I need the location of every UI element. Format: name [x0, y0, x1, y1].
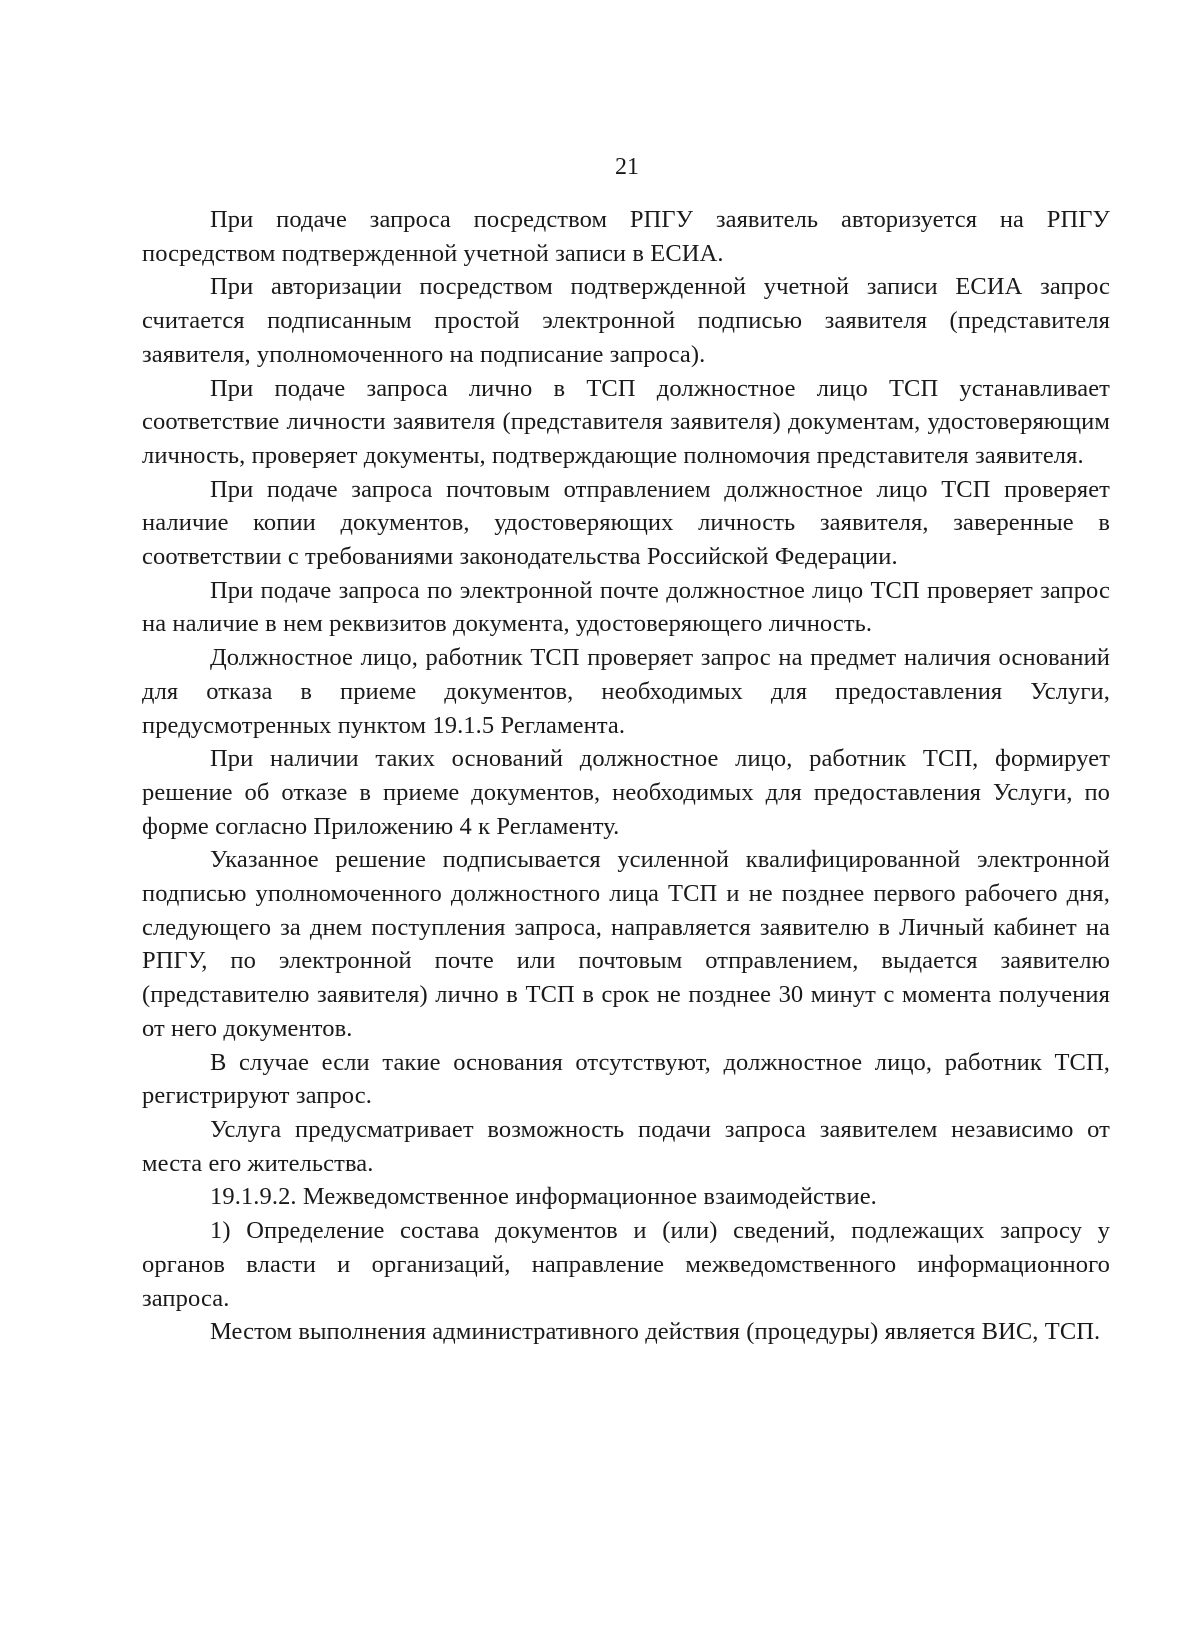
paragraph: Услуга предусматривает возможность подачи запроса заявителем независимо от места его жительства. — [142, 1115, 1110, 1177]
section-heading: 19.1.9.2. Межведомственное информационное взаимодействие. — [210, 1183, 877, 1211]
paragraph: Указанное решение подписывается усиленной квалифицированной электронной подписью уполномоченного должностного лица ТСП и не позднее первого рабочего дня, следующего за днем поступления запроса, направляется заявителю в Личный кабинет на РПГУ, по электронной почте или почтовым отправлением, выдается заявителю (представителю заявителя) лично в ТСП в срок не позднее 30 минут с момента получения от него документов. — [142, 846, 1110, 1042]
paragraph: 1) Определение состава документов и (или) сведений, подлежащих запросу у органов власти и организаций, направление межведомственного информационного запроса. — [142, 1217, 1110, 1312]
paragraph: При подаче запроса посредством РПГУ заявитель авторизуется на РПГУ посредством подтвержденной учетной записи в ЕСИА. — [142, 206, 1110, 267]
paragraph: Должностное лицо, работник ТСП проверяет запрос на предмет наличия оснований для отказа в приеме документов, необходимых для предоставления Услуги, предусмотренных пунктом 19.1.5 Регламента. — [142, 644, 1110, 739]
paragraph: При подаче запроса почтовым отправлением должностное лицо ТСП проверяет наличие копии документов, удостоверяющих личность заявителя, заверенные в соответствии с требованиями законодательства Российской Федерации. — [142, 475, 1110, 571]
paragraph: В случае если такие основания отсутствуют, должностное лицо, работник ТСП, регистрируют запрос. — [142, 1048, 1110, 1110]
paragraph: Местом выполнения административного действия (процедуры) является ВИС, ТСП. — [210, 1318, 1101, 1346]
paragraph: При подаче запроса по электронной почте должностное лицо ТСП проверяет запрос на наличие в нем реквизитов документа, удостоверяющего личность. — [142, 576, 1110, 638]
paragraph: При наличии таких оснований должностное лицо, работник ТСП, формирует решение об отказе в приеме документов, необходимых для предоставления Услуги, по форме согласно Приложению 4 к Регламенту. — [142, 745, 1110, 840]
document-body — [142, 203, 1110, 1349]
paragraph: При авторизации посредством подтвержденной учетной записи ЕСИА запрос считается подписанным простой электронной подписью заявителя (представителя заявителя, уполномоченного на подписание запроса). — [142, 273, 1110, 368]
paragraph: При подаче запроса лично в ТСП должностное лицо ТСП устанавливает соответствие личности заявителя (представителя заявителя) документам, удостоверяющим личность, проверяет документы, подтверждающие полномочия представителя заявителя. — [142, 374, 1110, 469]
page-number: 21 — [615, 154, 639, 180]
